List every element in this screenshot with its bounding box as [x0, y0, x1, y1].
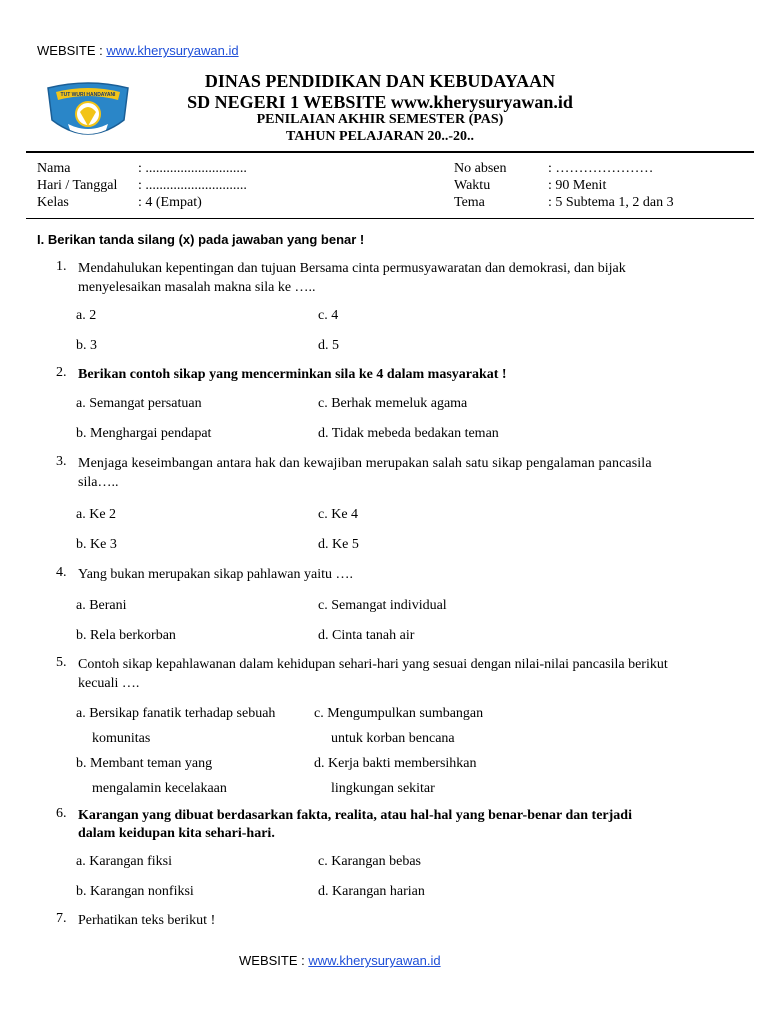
option-c[interactable]: c. Semangat individual	[318, 598, 447, 613]
option-a[interactable]: a. Berani	[76, 598, 127, 613]
option-a[interactable]: a. Karangan fiksi	[76, 854, 173, 869]
question-text: Contoh sikap kepahlawanan dalam kehidupan sehari-hari yang sesuai dengan nilai-nilai pancasila berikut	[78, 657, 668, 672]
option-a[interactable]: a. 2	[76, 308, 97, 323]
option-c[interactable]: c. Karangan bebas	[318, 854, 422, 869]
kelas-value: : 4 (Empat)	[138, 195, 202, 210]
option-b[interactable]: b. Ke 3	[76, 537, 117, 552]
website-label: WEBSITE :	[239, 953, 309, 968]
waktu-label: Waktu	[454, 178, 491, 193]
question-text: Perhatikan teks berikut !	[78, 913, 216, 928]
header-year: TAHUN PELAJARAN 20..-20..	[286, 129, 474, 144]
option-a[interactable]: a. Semangat persatuan	[76, 396, 202, 411]
question-text: Karangan yang dibuat berdasarkan fakta, realita, atau hal-hal yang benar-benar dan terjadi	[78, 808, 632, 823]
question-text-cont: dalam keidupan kita sehari-hari.	[78, 826, 275, 841]
school-logo	[44, 80, 132, 142]
header-agency: DINAS PENDIDIKAN DAN KEBUDAYAAN	[204, 71, 556, 91]
website-link[interactable]: www.kherysuryawan.id	[106, 43, 239, 58]
question-number: 1.	[56, 259, 67, 274]
question-text: Yang bukan merupakan sikap pahlawan yaitu ….	[78, 567, 354, 582]
question-number: 6.	[56, 806, 67, 821]
identity-divider	[26, 218, 754, 219]
question-number: 7.	[56, 911, 67, 926]
option-d[interactable]: d. Cinta tanah air	[318, 628, 415, 643]
option-c-cont: untuk korban bencana	[331, 731, 455, 746]
question-number: 5.	[56, 655, 67, 670]
option-d-cont: lingkungan sekitar	[331, 781, 435, 796]
nama-value: : .............................	[138, 161, 247, 176]
option-b[interactable]: b. 3	[76, 338, 97, 353]
website-link[interactable]: www.kherysuryawan.id	[308, 953, 441, 968]
option-a[interactable]: a. Bersikap fanatik terhadap sebuah	[76, 706, 276, 721]
option-d[interactable]: d. Tidak mebeda bedakan teman	[318, 426, 499, 441]
tema-label: Tema	[454, 195, 485, 210]
website-label: WEBSITE :	[37, 43, 107, 58]
option-b[interactable]: b. Karangan nonfiksi	[76, 884, 194, 899]
hari-label: Hari / Tanggal	[37, 178, 118, 193]
question-text: Menjaga keseimbangan antara hak dan kewajiban merupakan salah satu sikap pengalaman pancasila	[78, 456, 652, 471]
hari-value: : .............................	[138, 178, 247, 193]
option-d[interactable]: d. 5	[318, 338, 339, 353]
tema-value: : 5 Subtema 1, 2 dan 3	[548, 195, 674, 210]
option-b[interactable]: b. Rela berkorban	[76, 628, 176, 643]
option-b[interactable]: b. Menghargai pendapat	[76, 426, 212, 441]
option-b[interactable]: b. Membant teman yang	[76, 756, 213, 771]
option-d[interactable]: d. Ke 5	[318, 537, 359, 552]
option-a[interactable]: a. Ke 2	[76, 507, 117, 522]
header-school: SD NEGERI 1 WEBSITE www.kherysuryawan.id	[187, 92, 573, 112]
header-divider	[26, 151, 754, 153]
absen-label: No absen	[454, 161, 507, 176]
option-c[interactable]: c. 4	[318, 308, 339, 323]
question-text-cont: kecuali ….	[78, 676, 140, 691]
question-text: Berikan contoh sikap yang mencerminkan sila ke 4 dalam masyarakat !	[78, 367, 507, 382]
absen-value: : …………………	[548, 161, 654, 176]
nama-label: Nama	[37, 161, 71, 176]
question-number: 2.	[56, 365, 67, 380]
header-exam: PENILAIAN AKHIR SEMESTER (PAS)	[256, 112, 504, 127]
kelas-label: Kelas	[37, 195, 69, 210]
option-d[interactable]: d. Kerja bakti membersihkan	[314, 756, 477, 771]
option-c[interactable]: c. Mengumpulkan sumbangan	[314, 706, 484, 721]
question-text-cont: menyelesaikan masalah makna sila ke …..	[78, 280, 316, 295]
logo-ring-text: TUT WURI HANDAYANI	[60, 92, 116, 98]
option-d[interactable]: d. Karangan harian	[318, 884, 425, 899]
option-a-cont: komunitas	[92, 731, 151, 746]
question-number: 4.	[56, 565, 67, 580]
website-footer	[239, 953, 441, 968]
option-c[interactable]: c. Berhak memeluk agama	[318, 396, 468, 411]
question-number: 3.	[56, 454, 67, 469]
section-title: I. Berikan tanda silang (x) pada jawaban yang benar !	[37, 232, 365, 247]
question-text-cont: sila…..	[78, 475, 119, 490]
waktu-value: : 90 Menit	[548, 178, 607, 193]
option-c[interactable]: c. Ke 4	[318, 507, 359, 522]
website-header	[37, 43, 239, 58]
question-text: Mendahulukan kepentingan dan tujuan Bersama cinta permusyawaratan dan demokrasi, dan bijak	[78, 261, 626, 276]
option-b-cont: mengalamin kecelakaan	[92, 781, 227, 796]
